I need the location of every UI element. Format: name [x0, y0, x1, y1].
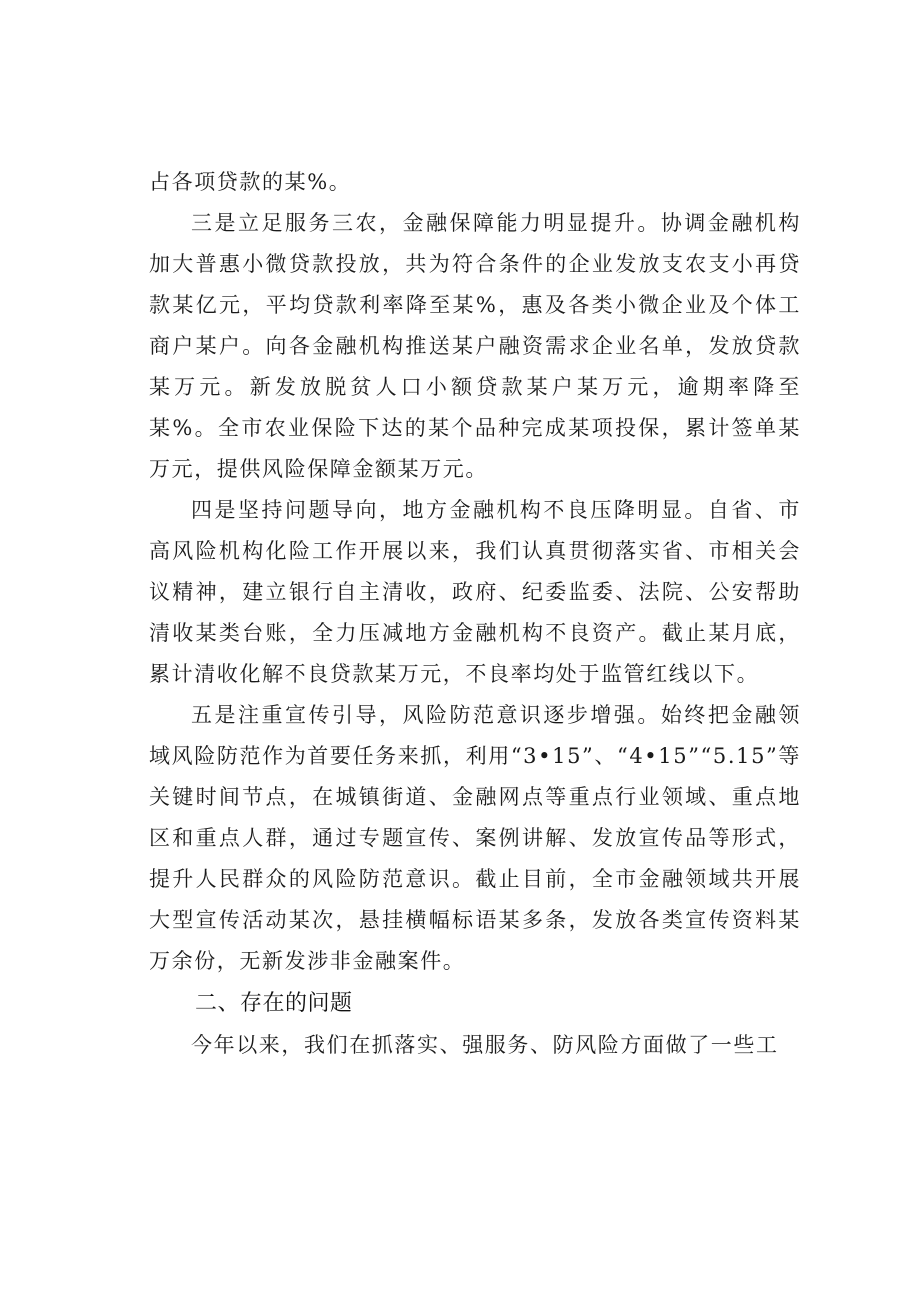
paragraph-publicity-guidance: 五是注重宣传引导，风险防范意识逐步增强。始终把金融领域风险防范作为首要任务来抓，利用“3•15”、“4•15”“5.15”等关键时间节点，在城镇街道、金融网点等重点行业领域、重点地区和重点人群，通过专题宣传、案例讲解、发放宣传品等形式，提升人民群众的风险防范意识。截止目前，全市金融领域共开展大型宣传活动某次，悬挂横幅标语某多条，发放各类宣传资料某万余份，无新发涉非金融案件。 [149, 703, 801, 973]
paragraph-agriculture-services: 三是立足服务三农，金融保障能力明显提升。协调金融机构加大普惠小微贷款投放，共为符合条件的企业发放支农支小再贷款某亿元，平均贷款利率降至某%，惠及各类小微企业及个体工商户某户。向各金融机构推送某户融资需求企业名单，发放贷款某万元。新发放脱贫人口小额贷款某户某万元，逾期率降至某%。全市农业保险下达的某个品种完成某项投保，累计签单某万元，提供风险保障金额某万元。 [149, 211, 801, 481]
paragraph-problems-intro: 今年以来，我们在抓落实、强服务、防风险方面做了一些工 [191, 1033, 779, 1057]
paragraph-nonperforming-reduction: 四是坚持问题导向，地方金融机构不良压降明显。自省、市高风险机构化险工作开展以来，我们认真贯彻落实省、市相关会议精神，建立银行自主清收，政府、纪委监委、法院、公安帮助清收某类台账，全力压减地方金融机构不良资产。截止某月底，累计清收化解不良贷款某万元，不良率均处于监管红线以下。 [149, 498, 801, 686]
paragraph-loan-share-continuation: 占各项贷款的某%。 [149, 170, 352, 194]
section-heading-problems: 二、存在的问题 [195, 991, 353, 1016]
document-body [149, 162, 801, 1066]
